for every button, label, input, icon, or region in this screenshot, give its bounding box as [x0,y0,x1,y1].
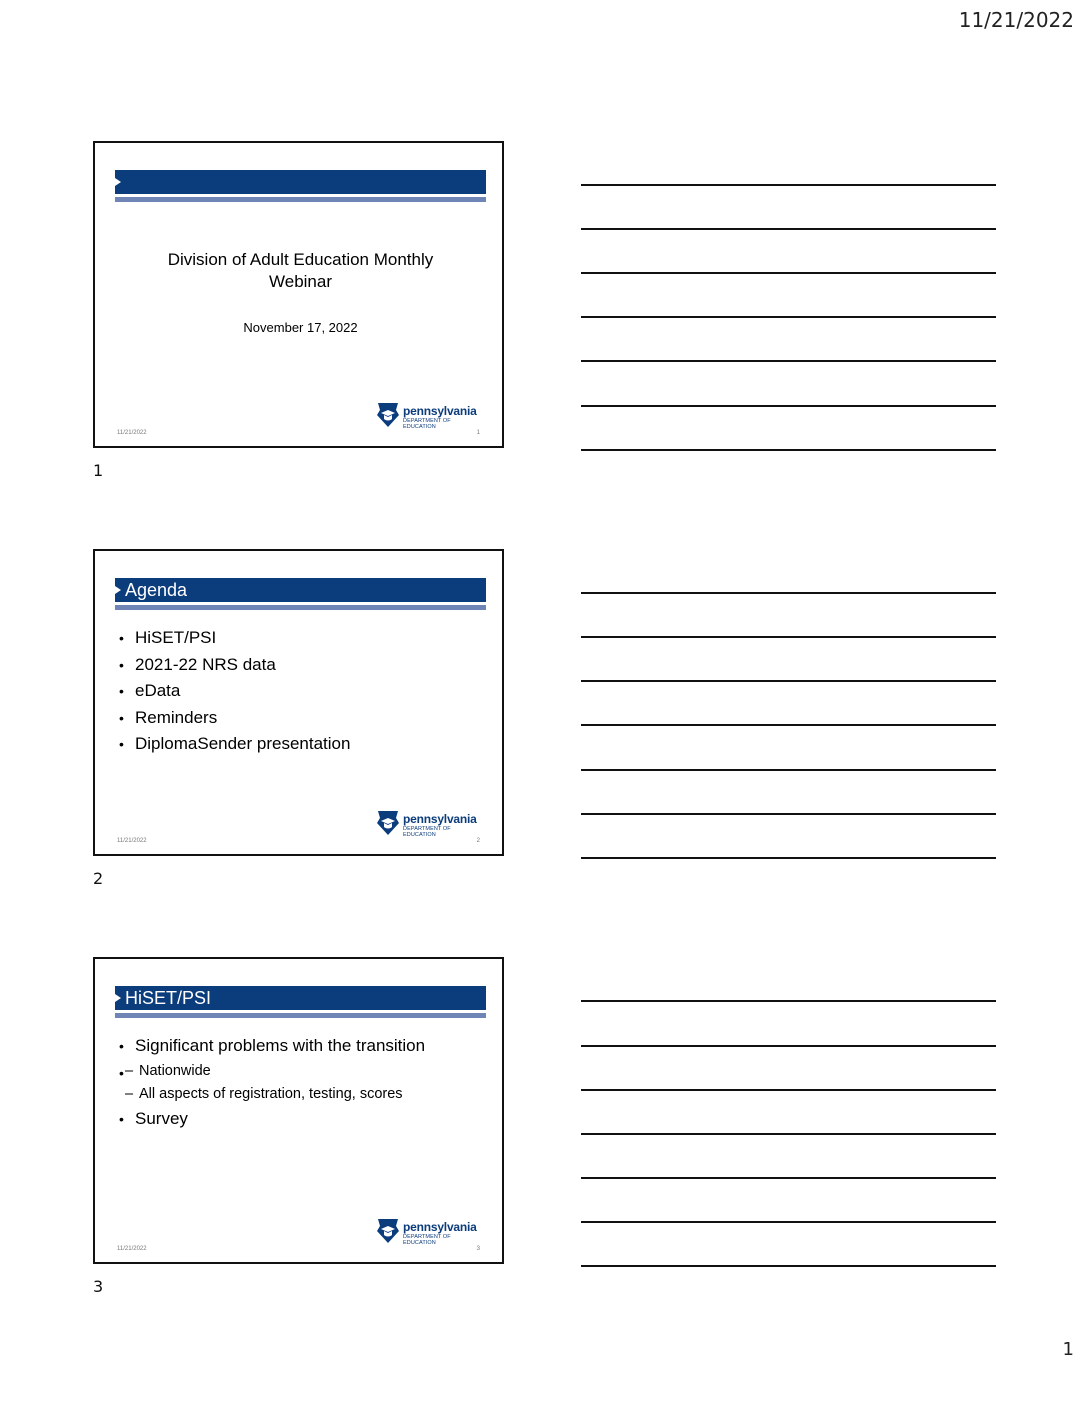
note-line [581,228,996,230]
sub-bullet-item: – • Nationwide [119,1060,479,1083]
bullet-list [119,625,479,758]
bullet-item [119,1033,479,1060]
title-arrow-icon [115,178,121,186]
note-line [581,272,996,274]
title-arrow-icon [115,994,121,1002]
slide-3 [93,957,504,1264]
note-line [581,857,996,859]
logo-wordmark: pennsylvania [403,404,477,418]
slide-index: 3 [93,1277,104,1296]
slide-footer-number: 1 [476,430,480,436]
slide-index: 2 [93,869,104,888]
sub-bullet-list [119,1060,479,1106]
title-arrow-icon [115,586,121,594]
note-line [581,449,996,451]
pa-education-logo [376,810,484,836]
note-line [581,636,996,638]
keystone-graduation-cap-icon [376,1218,400,1244]
logo-wordmark: pennsylvania [403,812,477,826]
title-rule [115,197,486,202]
bullet-item: • Survey [119,1106,479,1133]
slide-footer-date: 11/21/2022 [117,430,147,436]
title-rule [115,1013,486,1018]
slide-subheading: November 17, 2022 [243,320,358,335]
note-line [581,769,996,771]
slide-title-bar [115,170,486,194]
slide-footer-date: 11/21/2022 [117,838,147,844]
bullet-item: • HiSET/PSI [119,625,479,652]
page-number: 1 [1062,1339,1074,1360]
logo-department: DEPARTMENT OF EDUCATION [403,1234,451,1246]
slide-footer-number: 2 [476,838,480,844]
note-line [581,592,996,594]
slide-1 [93,141,504,448]
note-line [581,1133,996,1135]
note-line [581,360,996,362]
slide-footer-number: 3 [476,1246,480,1252]
keystone-graduation-cap-icon [376,402,400,428]
keystone-graduation-cap-icon [376,810,400,836]
note-line [581,1221,996,1223]
bullet-item: • 2021-22 NRS data [119,652,479,679]
note-line [581,1045,996,1047]
note-line [581,1177,996,1179]
note-line [581,1089,996,1091]
slide-title-bar [115,986,486,1010]
sub-bullet-group [119,1060,479,1106]
slide-title: Agenda [125,580,188,600]
logo-wordmark: pennsylvania [403,1220,477,1234]
slide-2 [93,549,504,856]
note-line [581,184,996,186]
note-line [581,1000,996,1002]
sub-bullet-item: – All aspects of registration, testing, scores [119,1083,479,1106]
title-rule [115,605,486,610]
bullet-item: • eData [119,678,479,705]
slide-title-bar [115,578,486,602]
page-date: 11/21/2022 [958,8,1074,32]
slide-footer-date: 11/21/2022 [117,1246,147,1252]
bullet-item: • DiplomaSender presentation [119,731,479,758]
bullet-text: Significant problems with the transition [135,1036,426,1055]
pa-education-logo [376,1218,484,1244]
note-line [581,316,996,318]
note-line [581,680,996,682]
note-line [581,813,996,815]
logo-department: DEPARTMENT OF EDUCATION [403,418,451,430]
slide-index: 1 [93,461,104,480]
note-line [581,1265,996,1267]
logo-department: DEPARTMENT OF EDUCATION [403,826,451,838]
note-line [581,724,996,726]
bullet-item: • Reminders [119,705,479,732]
bullet-list [119,1033,479,1132]
note-line [581,405,996,407]
slide-heading: Division of Adult Education Monthly Webinar [167,250,434,291]
pa-education-logo [376,402,484,428]
slide-title: HiSET/PSI [125,988,212,1008]
